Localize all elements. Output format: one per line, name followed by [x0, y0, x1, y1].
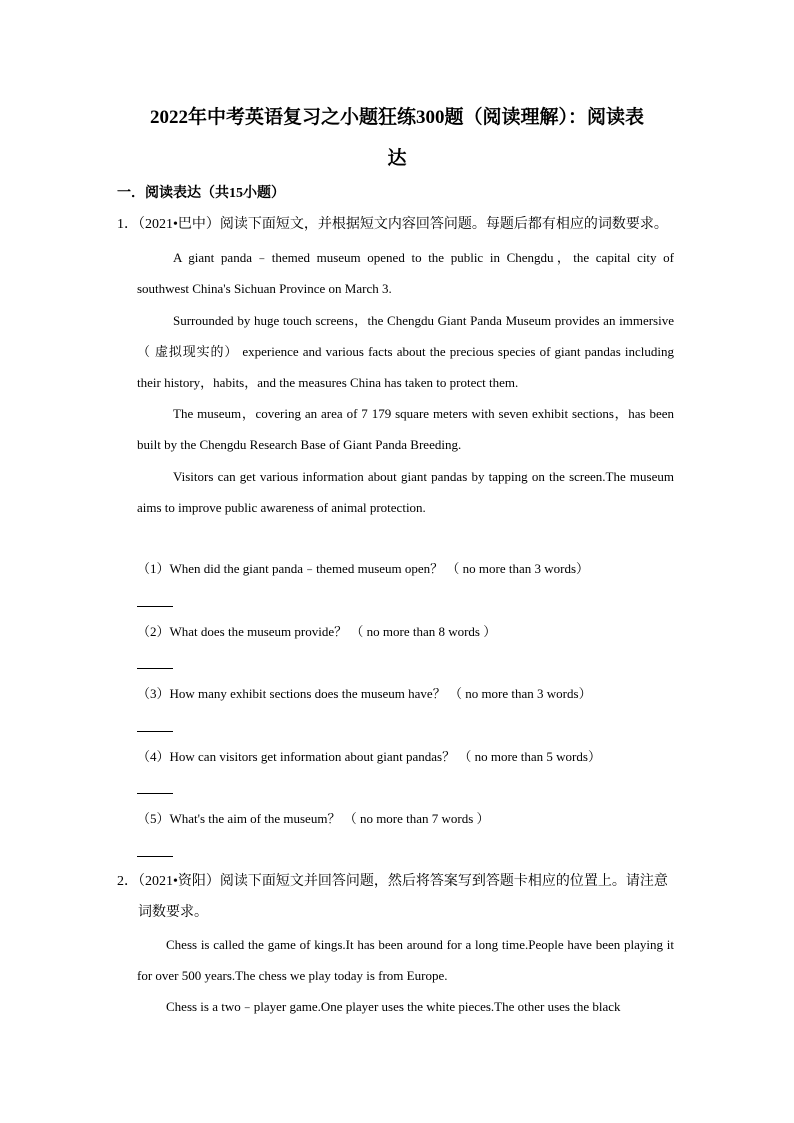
q1-paragraph-3: The museum，covering an area of 7 179 square meters with seven exhibit sections，has been built by the Chengdu Research Base of Giant Panda Breeding.	[137, 406, 674, 452]
question-2-header	[117, 866, 674, 928]
q1-answer-blank-3[interactable]	[137, 731, 173, 732]
question-2-header-line-2: 词数要求。	[138, 905, 208, 920]
q1-answer-blank-2[interactable]	[137, 668, 173, 669]
document-title-line-1: 2022年中考英语复习之小题狂练300题（阅读理解）：阅读表	[149, 107, 644, 128]
q1-subquestion-2: （2）What does the museum provide？ （ no more than 8 words ）	[137, 624, 497, 639]
q1-paragraph-2: Surrounded by huge touch screens，the Chengdu Giant Panda Museum provides an immersive（ 虚拟现实的） experience and various facts about the precious species of giant pandas including their history，habits，and the measures China has taken to protect them.	[137, 313, 674, 390]
question-2-header-line-1: 2．（2021•资阳）阅读下面短文并回答问题，然后将答案写到答题卡相应的位置上。请注意	[117, 874, 668, 889]
q1-paragraph-4: Visitors can get various information about giant pandas by tapping on the screen.The museum aims to improve public awareness of animal protection.	[137, 469, 674, 515]
q1-answer-blank-4[interactable]	[137, 793, 173, 794]
q1-subquestion-5: （5）What's the aim of the museum？ （ no more than 7 words ）	[137, 811, 490, 826]
q1-answer-blank-5[interactable]	[137, 856, 173, 857]
section-heading: 一．阅读表达（共15小题）	[117, 186, 285, 201]
document-title-line-2: 达	[387, 148, 407, 169]
question-1-header: 1．（2021•巴中）阅读下面短文，并根据短文内容回答问题。每题后都有相应的词数要求。	[117, 217, 668, 232]
q1-subquestion-1: （1）When did the giant panda﹣themed museum open？ （ no more than 3 words）	[137, 561, 590, 576]
q1-subquestion-3: （3）How many exhibit sections does the museum have？ （ no more than 3 words）	[137, 686, 592, 701]
q2-paragraph-2: Chess is a two﹣player game.One player uses the white pieces.The other uses the black	[166, 999, 621, 1014]
q2-paragraph-1: Chess is called the game of kings.It has been around for a long time.People have been playing it for over 500 years.The chess we play today is from Europe.	[137, 937, 674, 983]
q1-paragraph-1: A giant panda﹣themed museum opened to the public in Chengdu，the capital city of southwest China's Sichuan Province on March 3.	[137, 250, 674, 296]
q1-answer-blank-1[interactable]	[137, 606, 173, 607]
q1-subquestion-4: （4）How can visitors get information about giant pandas？ （ no more than 5 words）	[137, 749, 601, 764]
